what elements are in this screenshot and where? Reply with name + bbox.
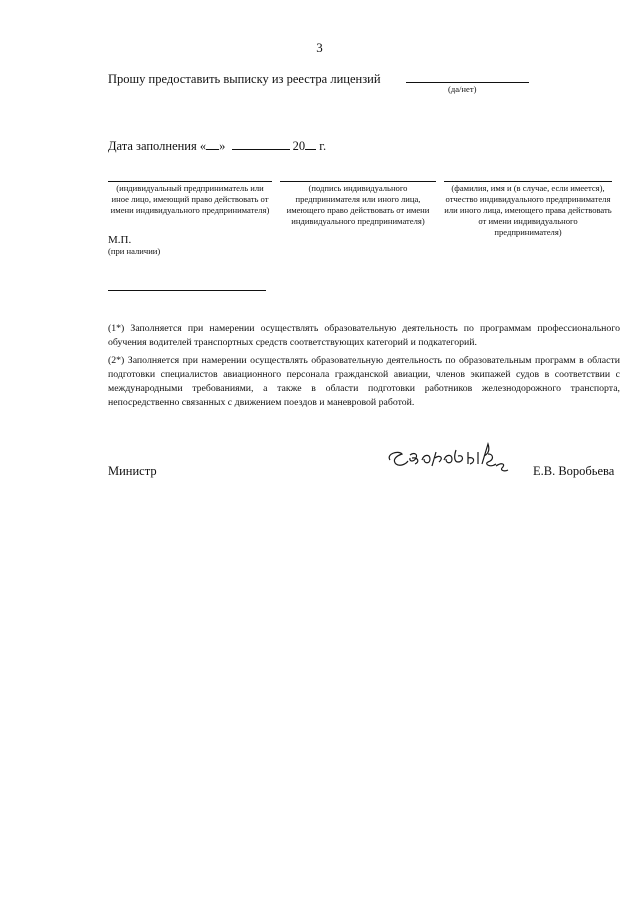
footnote-1: (1*) Заполняется при намерении осуществлять образовательную деятельность по программам профессионального обучения водителей транспортных средств соответствующих категорий и подкатегорий. xyxy=(108,323,620,348)
year-prefix: 20 xyxy=(292,139,306,153)
day-blank xyxy=(206,149,219,150)
blank-line xyxy=(108,290,266,291)
fill-date-label: Дата заполнения « xyxy=(108,139,207,153)
minister-title: Министр xyxy=(108,464,157,478)
handwritten-signature xyxy=(384,440,514,478)
year-blank xyxy=(305,149,316,150)
month-blank xyxy=(232,149,290,150)
page-number: 3 xyxy=(316,40,323,55)
fill-date-row xyxy=(108,139,326,154)
footnote-2: (2*) Заполняется при намерении осуществлять образовательную деятельность по образовательным программ в области подготовки специалистов авиационного персонала гражданской авиации, членов экипажей судов в соответствии с международными требованиями, а также в области подготовки работников железнодорожного транспорта, непосредственно связанных с движением поездов и маневровой работой. xyxy=(108,355,620,408)
stamp-note: (при наличии) xyxy=(108,246,161,256)
stamp-label: М.П. xyxy=(108,234,132,246)
signature-line-3 xyxy=(444,181,612,182)
fill-date-close-quote: » xyxy=(219,139,226,153)
extract-answer-line xyxy=(406,82,529,83)
extract-request-text: Прошу предоставить выписку из реестра лицензий xyxy=(108,72,381,86)
minister-name: Е.В. Воробьева xyxy=(533,464,615,478)
signature-caption-fullname: (фамилия, имя и (в случае, если имеется), отчество индивидуального предпринимателя или иного лица, имеющего права действовать от имени индивидуального предпринимателя) xyxy=(444,183,612,237)
signature-line-1 xyxy=(108,181,272,182)
signature-line-2 xyxy=(280,181,436,182)
extract-answer-caption: (да/нет) xyxy=(448,84,477,94)
year-suffix: г. xyxy=(319,139,327,153)
signature-caption-representative: (индивидуальный предприниматель или иное лицо, имеющий право действовать от имени индивидуального предпринимателя) xyxy=(110,183,270,215)
signature-caption-signature: (подпись индивидуального предпринимателя или иного лица, имеющего право действовать от имени индивидуального предпринимателя) xyxy=(286,183,430,226)
